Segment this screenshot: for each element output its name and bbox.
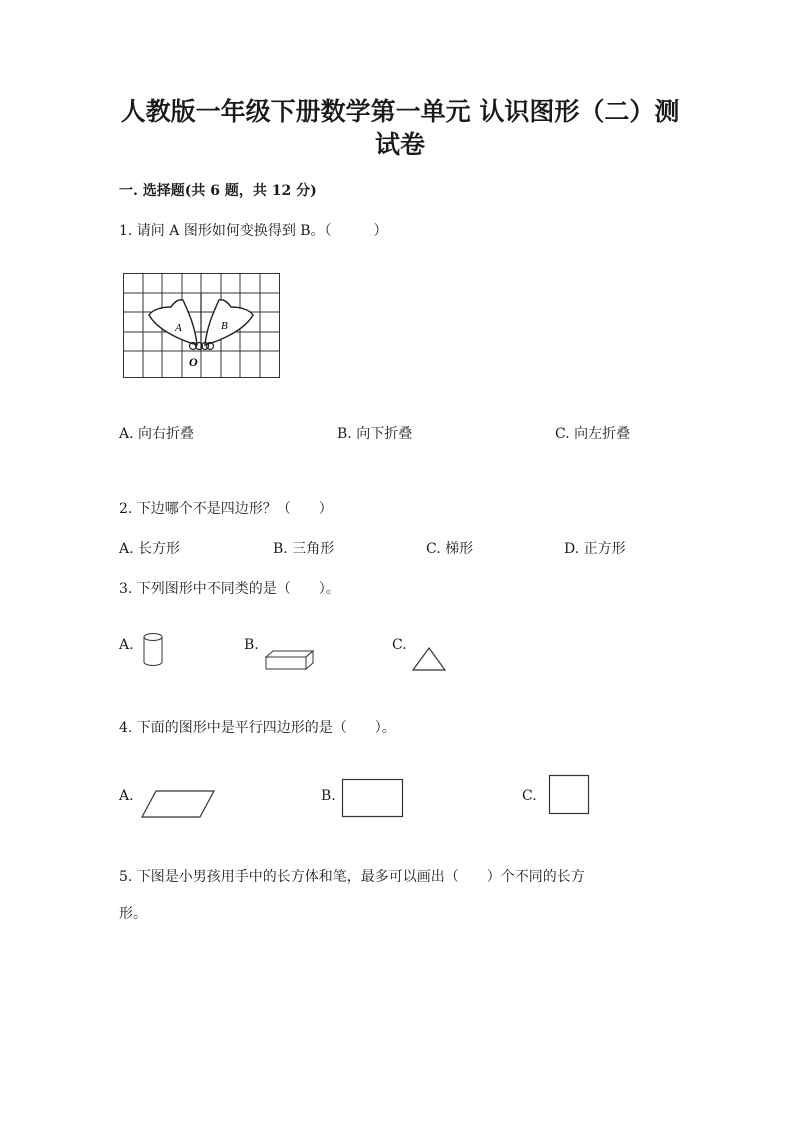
question-1-figure bbox=[123, 273, 283, 383]
question-3-option-a[interactable]: A. bbox=[119, 637, 134, 653]
cuboid-icon bbox=[265, 649, 315, 671]
label-o: O bbox=[189, 355, 198, 369]
question-2-text: 2. 下边哪个不是四边形？（ ） bbox=[119, 501, 333, 517]
question-1-option-a[interactable]: A. 向右折叠 bbox=[119, 426, 195, 442]
question-3-option-b[interactable]: B. bbox=[244, 637, 259, 653]
section-heading: 一. 选择题(共 6 题，共 12 分) bbox=[119, 183, 317, 199]
question-5-text-line-1: 5. 下图是小男孩用手中的长方体和笔，最多可以画出（ ）个不同的长方 bbox=[119, 869, 585, 885]
question-5-text-line-2: 形。 bbox=[119, 906, 147, 922]
cylinder-icon bbox=[142, 632, 164, 668]
question-1-text: 1. 请问 A 图形如何变换得到 B。（ ） bbox=[119, 223, 388, 239]
question-4-option-c[interactable]: C. bbox=[522, 788, 537, 804]
label-a: A bbox=[175, 322, 182, 334]
title-line-1: 人教版一年级下册数学第一单元 认识图形（二）测 bbox=[120, 97, 680, 126]
question-2-option-d[interactable]: D. 正方形 bbox=[564, 541, 626, 557]
parallelogram-icon bbox=[140, 789, 216, 819]
question-4-text: 4. 下面的图形中是平行四边形的是（ ）。 bbox=[119, 720, 396, 736]
question-1-option-c[interactable]: C. 向左折叠 bbox=[555, 426, 631, 442]
rectangle-icon bbox=[341, 778, 405, 820]
question-3-text: 3. 下列图形中不同类的是（ ）。 bbox=[119, 581, 340, 597]
leaf-shape-b bbox=[205, 300, 253, 345]
question-2-option-c[interactable]: C. 梯形 bbox=[426, 541, 474, 557]
question-3-option-c[interactable]: C. bbox=[392, 637, 407, 653]
triangle-icon bbox=[411, 646, 447, 672]
title-line-2: 试卷 bbox=[374, 130, 425, 159]
question-2-option-b[interactable]: B. 三角形 bbox=[273, 541, 335, 557]
leaf-shape-a bbox=[149, 300, 197, 345]
question-2-option-a[interactable]: A. 长方形 bbox=[119, 541, 181, 557]
question-4-option-a[interactable]: A. bbox=[119, 788, 134, 804]
label-b: B bbox=[221, 320, 228, 332]
page-title bbox=[100, 95, 700, 161]
square-icon bbox=[548, 774, 592, 816]
question-4-option-b[interactable]: B. bbox=[321, 788, 336, 804]
question-1-option-b[interactable]: B. 向下折叠 bbox=[337, 426, 413, 442]
